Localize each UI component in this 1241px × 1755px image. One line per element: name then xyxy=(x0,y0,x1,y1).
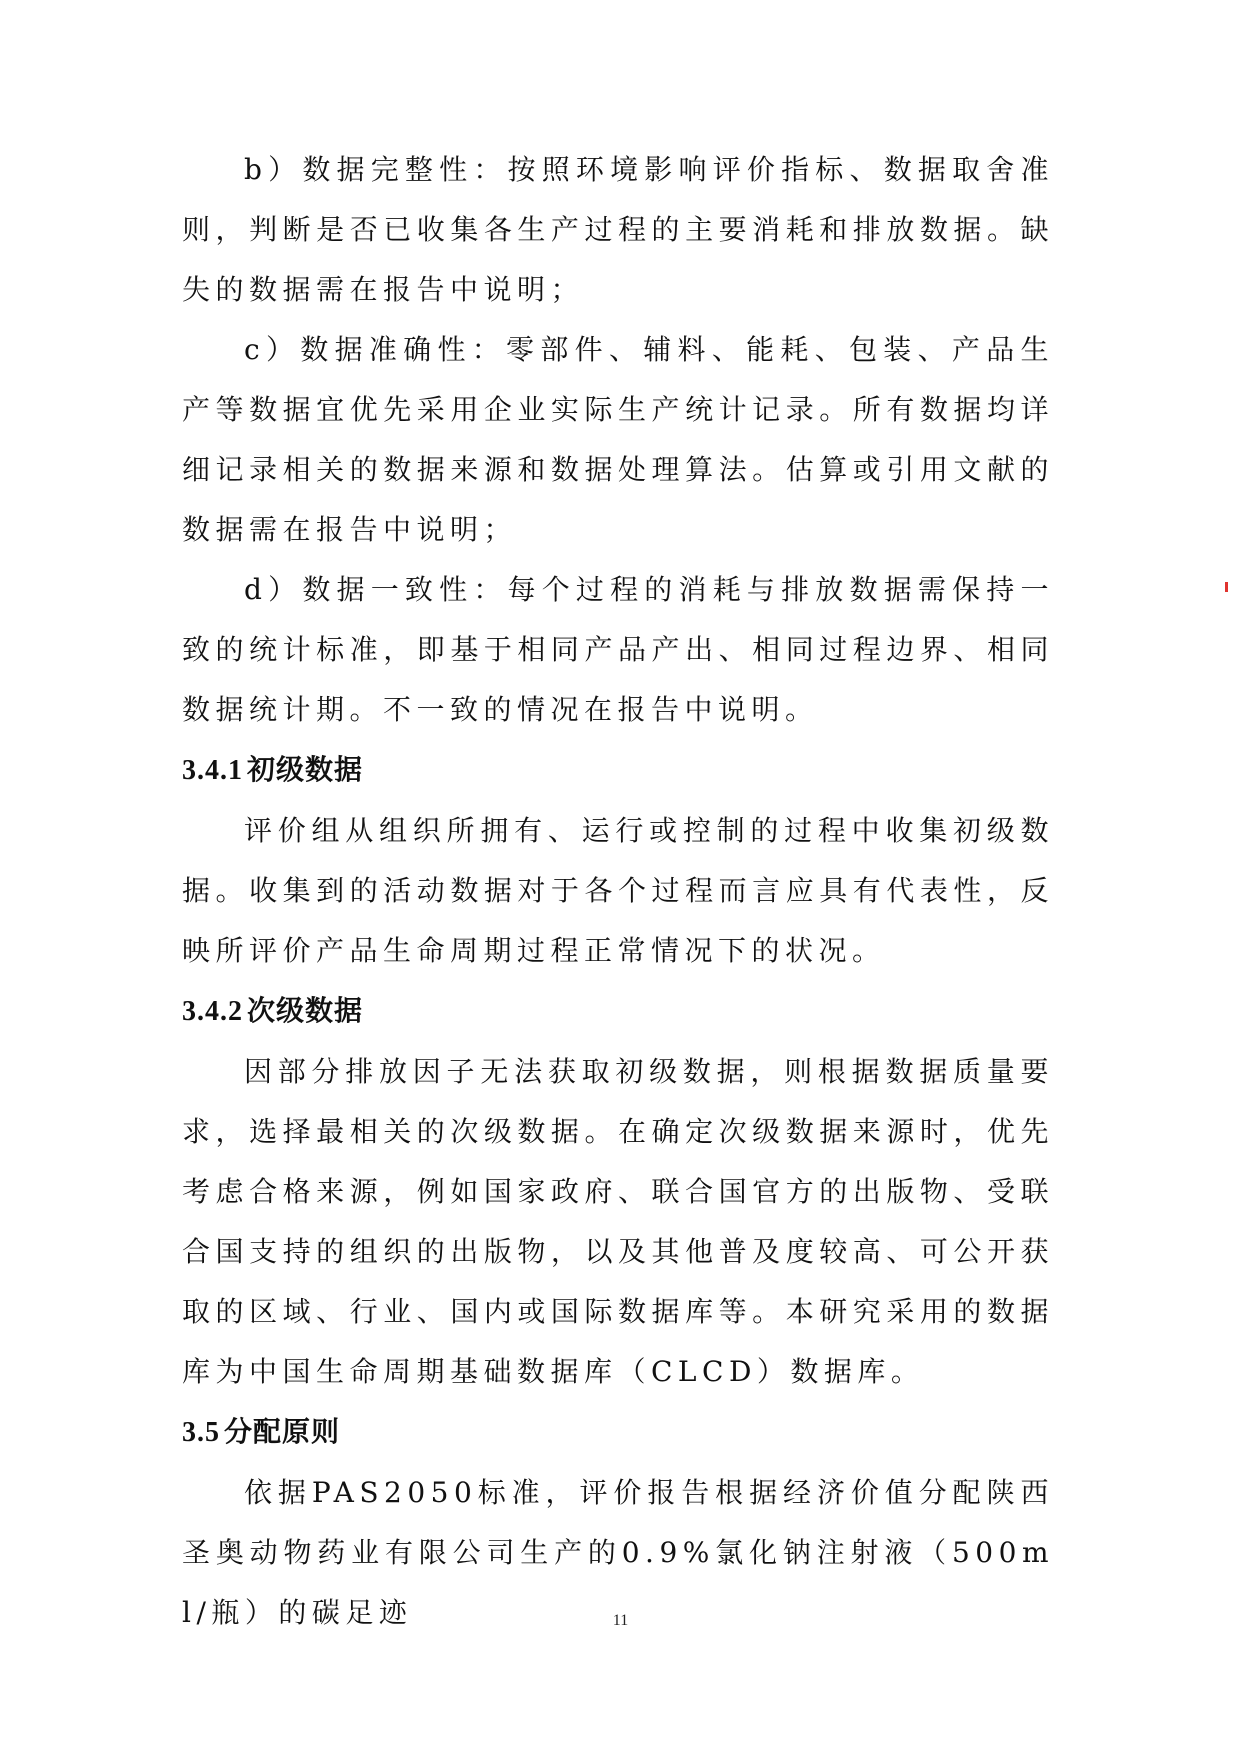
seal-stamp-mark xyxy=(1225,582,1228,592)
seal-stamp-edge xyxy=(1206,515,1241,645)
paragraph-data-consistency: d）数据一致性：每个过程的消耗与排放数据需保持一致的统计标准，即基于相同产品产出、相同过程边界、相同数据统计期。不一致的情况在报告中说明。 xyxy=(182,573,1054,726)
paragraph-allocation-principle: 依据PAS2050标准，评价报告根据经济价值分配陕西圣奥动物药业有限公司生产的0.9%氯化钠注射液（500ml/瓶）的碳足迹 xyxy=(182,1476,1054,1629)
section-number: 3.4.1 xyxy=(182,755,243,786)
section-title: 分配原则 xyxy=(224,1415,341,1448)
section-number: 3.5 xyxy=(182,1417,220,1448)
section-heading-3-4-1 xyxy=(182,740,1054,801)
paragraph-data-completeness: b）数据完整性：按照环境影响评价指标、数据取舍准则，判断是否已收集各生产过程的主要消耗和排放数据。缺失的数据需在报告中说明； xyxy=(182,153,1054,306)
section-title: 次级数据 xyxy=(247,994,364,1027)
section-heading-3-4-2 xyxy=(182,981,1054,1042)
section-heading-3-5 xyxy=(182,1402,1054,1463)
page-number: 11 xyxy=(612,1612,629,1629)
section-title: 初级数据 xyxy=(247,753,364,786)
section-number: 3.4.2 xyxy=(182,996,243,1027)
paragraph-primary-data: 评价组从组织所拥有、运行或控制的过程中收集初级数据。收集到的活动数据对于各个过程而言应具有代表性，反映所评价产品生命周期过程正常情况下的状况。 xyxy=(182,814,1054,967)
paragraph-secondary-data: 因部分排放因子无法获取初级数据，则根据数据质量要求，选择最相关的次级数据。在确定次级数据来源时，优先考虑合格来源，例如国家政府、联合国官方的出版物、受联合国支持的组织的出版物，以及其他普及度较高、可公开获取的区域、行业、国内或国际数据库等。本研究采用的数据库为中国生命周期基础数据库（CLCD）数据库。 xyxy=(182,1055,1054,1388)
page-content xyxy=(182,140,1054,1643)
paragraph-data-accuracy: c）数据准确性：零部件、辅料、能耗、包装、产品生产等数据宜优先采用企业实际生产统计记录。所有数据均详细记录相关的数据来源和数据处理算法。估算或引用文献的数据需在报告中说明； xyxy=(182,333,1054,546)
